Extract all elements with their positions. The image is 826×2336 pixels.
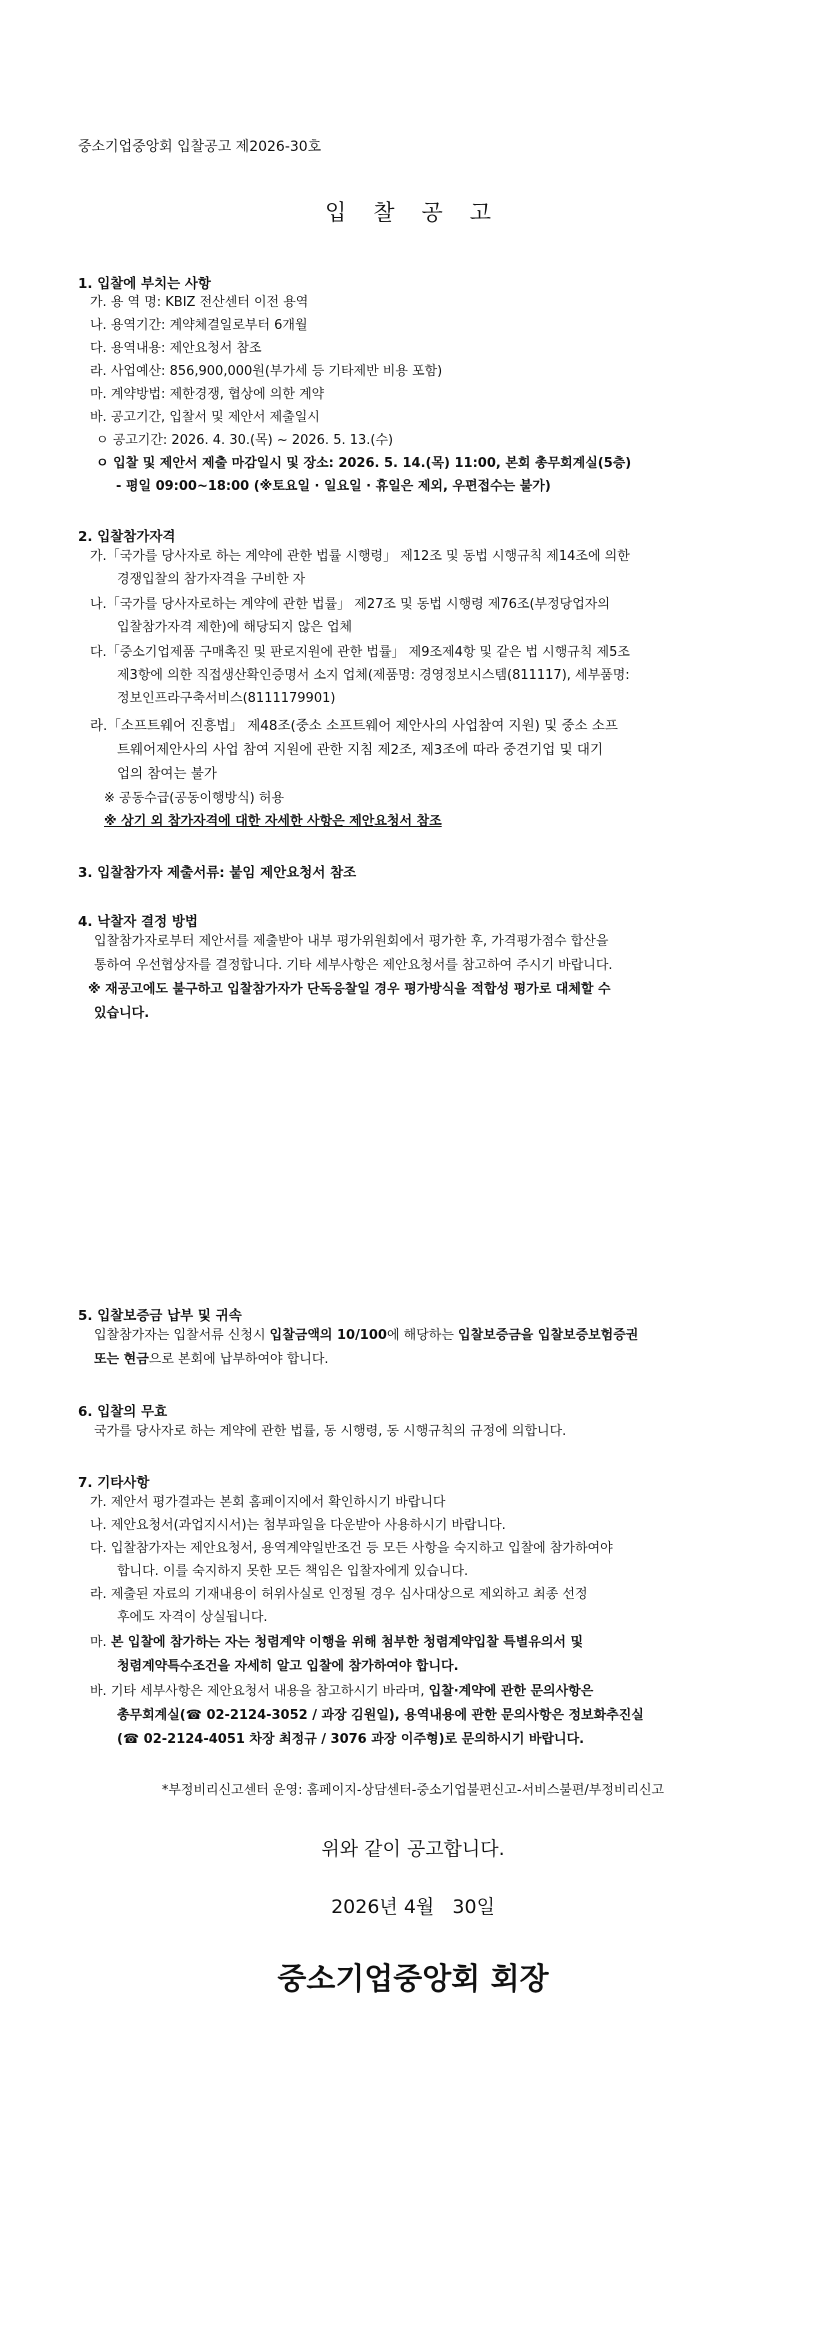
s7-item-f-line3: (☎ 02-2124-4051 차장 최정규 / 3076 과장 이주형)로 문의하시기 바랍니다. [117,1732,585,1747]
s1-item-f: 바. 공고기간, 입찰서 및 제안서 제출일시 [90,410,320,425]
s6-paragraph: 국가를 당사자로 하는 계약에 관한 법률, 동 시행령, 동 시행규칙의 규정에 의합니다. [94,1424,567,1439]
s7-item-e-prefix: 마. [90,1635,111,1650]
s2-item-c-line3: 정보인프라구축서비스(8111179901) [117,691,336,706]
section-4-heading: 4. 낙찰자 결정 방법 [78,914,198,930]
s5-cash: 또는 현금 [94,1352,149,1367]
s1-item-b: 나. 용역기간: 계약체결일로부터 6개월 [90,318,308,333]
s7-item-e-line1 [90,1633,583,1653]
s2-item-a-line1: 가.「국가를 당사자로 하는 계약에 관한 법률 시행령」 제12조 및 동법 시행규칙 제14조에 의한 [90,549,630,564]
s7-item-f-prefix: 바. 기타 세부사항은 제안요청서 내용을 참고하시기 바라며, [90,1684,429,1699]
page-title: 입 찰 공 고 [325,201,501,226]
s7-item-e-bold: 본 입찰에 참가하는 자는 청렴계약 이행을 위해 첨부한 청렴계약입찰 특별유의서 및 [110,1635,584,1650]
notice-date: 2026년 4월 30일 [331,1896,495,1918]
s5-text-3: 으로 본회에 납부하여야 합니다. [148,1352,329,1367]
s7-item-f-line1 [90,1682,593,1702]
s4-paragraph-line2: 통하여 우선협상자를 결정합니다. 기타 세부사항은 제안요청서를 참고하여 주시기 바랍니다. [94,958,613,973]
section-7-heading: 7. 기타사항 [78,1475,150,1491]
s7-item-c-line1: 다. 입찰참가자는 제안요청서, 용역계약일반조건 등 모든 사항을 숙지하고 입찰에 참가하여야 [90,1541,613,1556]
closing-statement: 위와 같이 공고합니다. [321,1838,505,1860]
s1-item-i: - 평일 09:00~18:00 (※토요일 · 일요일 · 휴일은 제외, 우편접수는 불가) [116,479,551,494]
section-5-heading: 5. 입찰보증금 납부 및 귀속 [78,1308,242,1324]
s7-item-e-line2: 청렴계약특수조건을 자세히 알고 입찰에 참가하여야 합니다. [117,1659,459,1674]
s1-item-e: 마. 계약방법: 제한경쟁, 협상에 의한 계약 [90,387,325,402]
s2-item-d-line2: 트웨어제안사의 사업 참여 지원에 관한 지침 제2조, 제3조에 따라 중견기업 및 대기 [117,742,603,758]
s4-paragraph-line1: 입찰참가자로부터 제안서를 제출받아 내부 평가위원회에서 평가한 후, 가격평가점수 합산을 [94,934,609,949]
s4-note-line2: 있습니다. [94,1006,150,1021]
s1-item-h: ㅇ 입찰 및 제안서 제출 마감일시 및 장소: 2026. 5. 14.(목) 11:00, 본회 총무회계실(5층) [96,456,632,471]
s5-paragraph-line1 [94,1326,638,1346]
s5-bid-ratio: 입찰금액의 10/100 [269,1328,387,1343]
s5-paragraph-line2 [94,1350,329,1370]
s7-item-d-line1: 라. 제출된 자료의 기재내용이 허위사실로 인정될 경우 심사대상으로 제외하고 최종 선정 [90,1587,588,1602]
signature: 중소기업중앙회 회장 [277,1962,549,1997]
s2-item-d-line1: 라.「소프트웨어 진흥법」 제48조(중소 소프트웨어 제안사의 사업참여 지원) 및 중소 소프 [90,718,618,734]
s2-item-b-line1: 나.「국가를 당사자로하는 계약에 관한 법률」 제27조 및 동법 시행령 제76조(부정당업자의 [90,597,610,612]
s7-item-d-line2: 후에도 자격이 상실됩니다. [117,1610,268,1625]
s5-guarantee: 입찰보증금을 입찰보증보험증권 [458,1328,639,1343]
s2-item-b-line2: 입찰참가자격 제한)에 해당되지 않은 업체 [117,620,353,635]
s4-note-line1: ※ 재공고에도 불구하고 입찰참가자가 단독응찰일 경우 평가방식을 적합성 평가로 대체할 수 [88,982,611,997]
s1-item-g: ㅇ 공고기간: 2026. 4. 30.(목) ~ 2026. 5. 13.(수) [96,433,394,448]
s2-note-joint: ※ 공동수급(공동이행방식) 허용 [104,791,284,806]
s5-text-1: 입찰참가자는 입찰서류 신청시 [94,1328,270,1343]
whistleblower-note: *부정비리신고센터 운영: 홈페이지-상담센터-중소기업불편신고-서비스불편/부정비리신고 [161,1783,665,1798]
s7-item-a: 가. 제안서 평가결과는 본회 홈페이지에서 확인하시기 바랍니다 [90,1495,446,1510]
s1-item-a: 가. 용 역 명: KBIZ 전산센터 이전 용역 [90,295,309,310]
s7-item-b: 나. 제안요청서(과업지시서)는 첨부파일을 다운받아 사용하시기 바랍니다. [90,1518,506,1533]
s2-item-d-line3: 업의 참여는 불가 [117,766,217,782]
s1-item-c: 다. 용역내용: 제안요청서 참조 [90,341,262,356]
section-1-heading: 1. 입찰에 부치는 사항 [78,276,211,292]
section-3-heading: 3. 입찰참가자 제출서류: 붙임 제안요청서 참조 [78,865,357,881]
s1-item-d: 라. 사업예산: 856,900,000원(부가세 등 기타제반 비용 포함) [90,364,443,379]
notice-number: 중소기업중앙회 입찰공고 제2026-30호 [78,139,322,155]
s7-item-f-bold: 입찰·계약에 관한 문의사항은 [428,1684,594,1699]
s2-item-a-line2: 경쟁입찰의 참가자격을 구비한 자 [117,572,306,587]
s2-note-rfp: ※ 상기 외 참가자격에 대한 자세한 사항은 제안요청서 참조 [104,814,442,829]
section-2-heading: 2. 입찰참가자격 [78,529,176,545]
s2-item-c-line1: 다.「중소기업제품 구매촉진 및 판로지원에 관한 법률」 제9조제4항 및 같은 법 시행규칙 제5조 [90,645,630,660]
s7-item-c-line2: 합니다. 이를 숙지하지 못한 모든 책임은 입찰자에게 있습니다. [117,1564,469,1579]
s2-item-c-line2: 제3항에 의한 직접생산확인증명서 소지 업체(제품명: 경영정보시스템(811117), 세부품명: [117,668,630,683]
section-6-heading: 6. 입찰의 무효 [78,1404,168,1420]
s7-item-f-line2: 총무회계실(☎ 02-2124-3052 / 과장 김원일), 용역내용에 관한 문의사항은 정보화추진실 [117,1708,644,1723]
s5-text-2: 에 해당하는 [386,1328,459,1343]
